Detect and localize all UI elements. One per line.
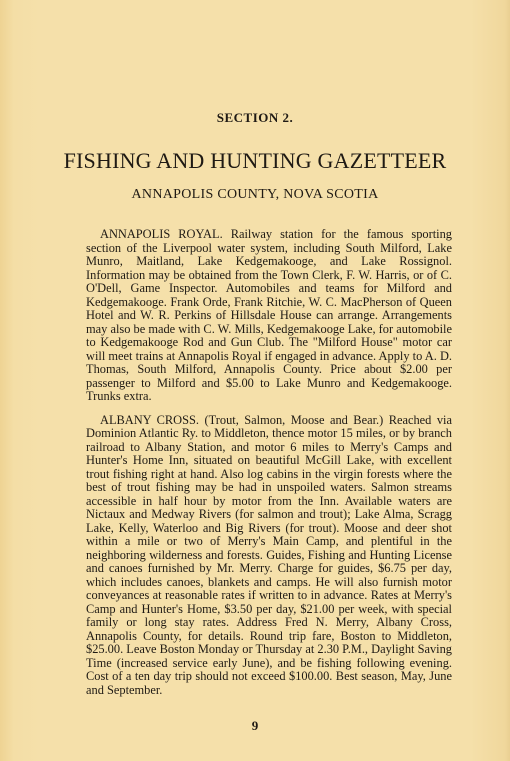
entry-annapolis-royal: ANNAPOLIS ROYAL. Railway station for the famous sporting section of the Liverpool water system, including South Milford, Lake Munro, Maitland, Lake Kedgemakooge, and Lake Rossignol. Information may be obtained from the Town Clerk, F. W. Harris, or of C. O'Dell, Game Inspector. Automobiles and teams for Milford and Kedgemakooge. Frank Orde, Frank Ritchie, W. C. MacPherson of Queen Hotel and W. R. Perkins of Hillsdale House can arrange. Arrangements may also be made with C. W. Mills, Kedgemakooge Lake, for automobile to Kedgemakooge Rod and Gun Club. The "Milford House" motor car will meet trains at Annapolis Royal if engaged in advance. Apply to A. D. Thomas, South Milford, Annapolis County. Price about $2.00 per passenger to Milford and $5.00 to Lake Munro and Kedgemakooge. Trunks extra.	[86, 227, 452, 403]
gazetteer-body	[86, 228, 452, 697]
page-number: 9	[251, 718, 259, 733]
page-title: FISHING AND HUNTING GAZETTEER	[63, 148, 447, 173]
entry-albany-cross: ALBANY CROSS. (Trout, Salmon, Moose and Bear.) Reached via Dominion Atlantic Ry. to Middleton, thence motor 15 miles, or by branch railroad to Albany Station, and motor 6 miles to Merry's Camps and Hunter's Home Inn, situated on beautiful McGill Lake, with excellent trout fishing right at hand. Also log cabins in the virgin forests where the best of trout fishing may be had in unspoiled waters. Salmon streams accessible in half hour by motor from the Inn. Available waters are Nictaux and Medway Rivers (for salmon and trout); Lake Alma, Scragg Lake, Kelly, Waterloo and Big Rivers (for trout). Moose and deer shot within a mile or two of Merry's Main Camp, and plentiful in the neighboring wilderness and forests. Guides, Fishing and Hunting License and canoes furnished by Mr. Merry. Charge for guides, $6.75 per day, which includes canoes, blankets and camps. He will also furnish motor conveyances at reasonable rates if written to in advance. Rates at Merry's Camp and Hunter's Home, $3.50 per day, $21.00 per week, with special family or long stay rates. Address Fred N. Merry, Albany Cross, Annapolis County, for details. Round trip fare, Boston to Middleton, $25.00. Leave Boston Monday or Thursday at 2.30 P.M., Daylight Saving Time (increased service early June), and be fishing following evening. Cost of a ten day trip should not exceed $100.00. Best season, May, June and September.	[86, 412, 452, 697]
page-subtitle: ANNAPOLIS COUNTY, NOVA SCOTIA	[131, 187, 379, 202]
section-label: SECTION 2.	[216, 110, 294, 125]
